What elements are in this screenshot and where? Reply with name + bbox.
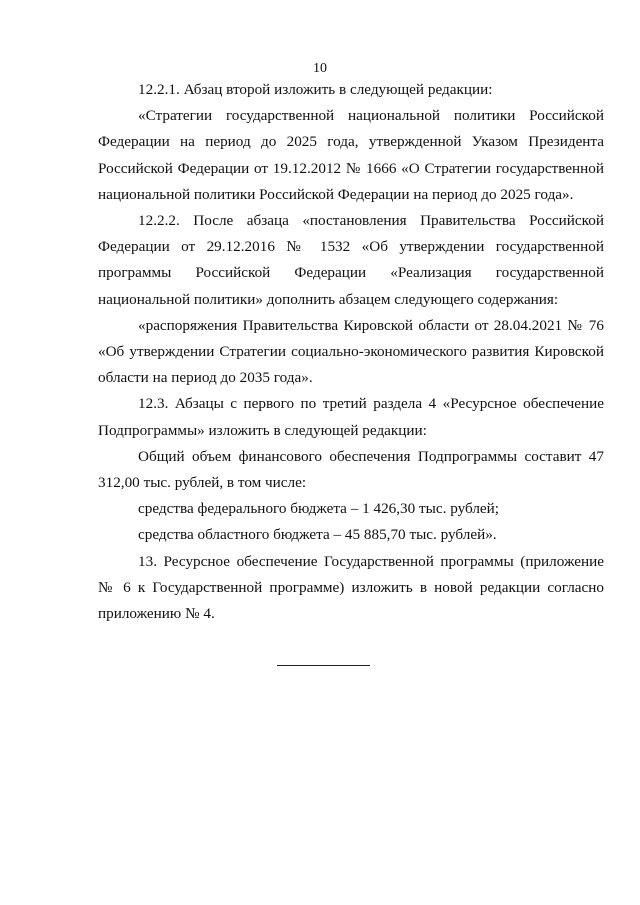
paragraph-federal-budget: средства федерального бюджета – 1 426,30 тыс. рублей;	[138, 500, 500, 518]
page-number: 10	[313, 61, 327, 76]
paragraph-total-funding: Общий объем финансового обеспечения Подпрограммы составит 47 312,00 тыс. рублей, в том числе:	[98, 447, 604, 492]
paragraph-kirov-order-quote: «распоряжения Правительства Кировской области от 28.04.2021 № 76 «Об утверждении Стратегии социально-экономического развития Кировской области на период до 2035 года».	[98, 316, 604, 387]
paragraph-12-2-1: 12.2.1. Абзац второй изложить в следующей редакции:	[138, 81, 493, 98]
paragraph-12-2-2: 12.2.2. После абзаца «постановления Правительства Российской Федерации от 29.12.2016 № 1532 «Об утверждении государственной программы Российской Федерации «Реализация государственной национальной политики» дополнить абзацем следующего содержания:	[98, 212, 604, 308]
paragraph-strategy-quote: «Стратегии государственной национальной политики Российской Федерации на период до 2025 года, утвержденной Указом Президента Российской Федерации от 19.12.2012 № 1666 «О Стратегии государственной национальной политики Российской Федерации на период до 2025 года».	[98, 107, 604, 203]
document-body	[98, 77, 604, 627]
end-divider-line	[277, 665, 370, 666]
paragraph-12-3: 12.3. Абзацы с первого по третий раздела 4 «Ресурсное обеспечение Подпрограммы» изложить в следующей редакции:	[98, 395, 604, 439]
paragraph-13: 13. Ресурсное обеспечение Государственной программы (приложение № 6 к Государственной программе) изложить в новой редакции согласно приложению № 4.	[98, 552, 604, 623]
paragraph-regional-budget: средства областного бюджета – 45 885,70 тыс. рублей».	[138, 526, 497, 544]
